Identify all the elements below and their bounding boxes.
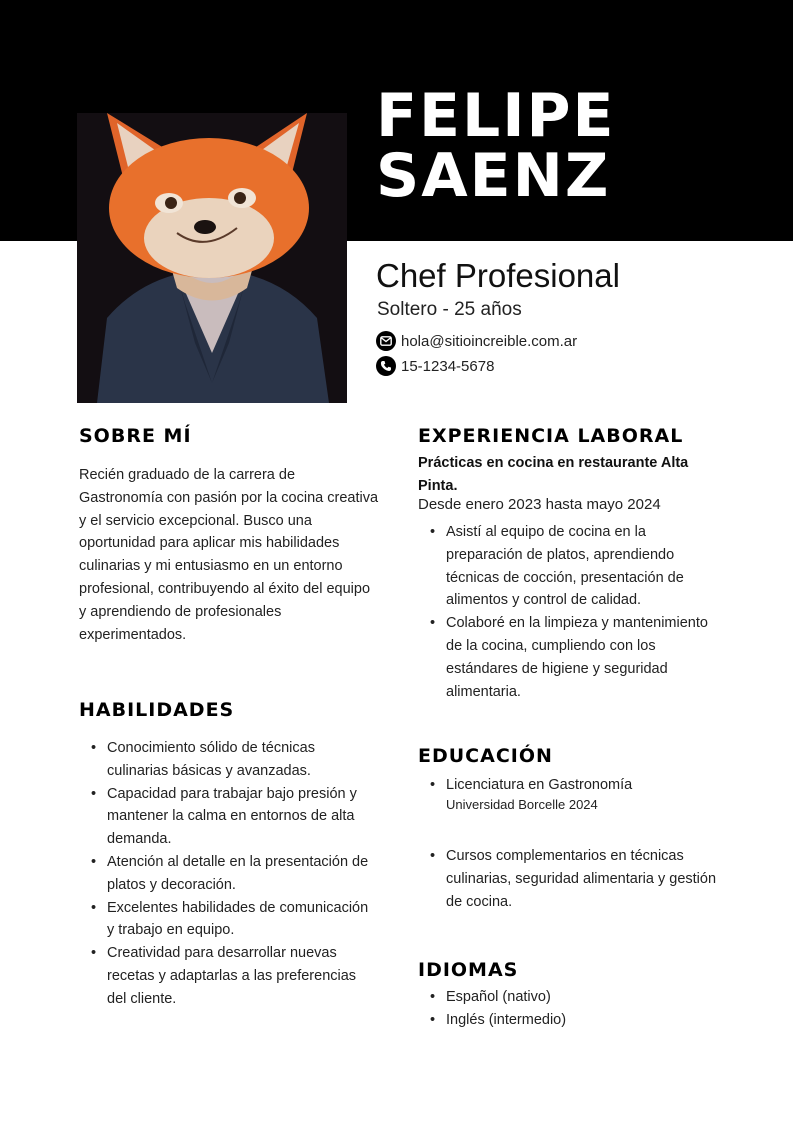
job-dates: Desde enero 2023 hasta mayo 2024 (418, 496, 661, 513)
about-title: SOBRE MÍ (79, 425, 192, 447)
education-institution: Universidad Borcelle 2024 (446, 796, 598, 812)
job-title: Prácticas en cocina en restaurante Alta Pinta. (418, 455, 689, 494)
list-item: • Creatividad para desarrollar nuevas recetas y adaptarlas a las preferencias del cliente. (79, 942, 379, 1010)
list-item: • Español (nativo) (418, 986, 718, 1009)
languages-list (418, 986, 718, 1032)
courses-list (418, 845, 718, 913)
job-role: Chef Profesional (376, 257, 620, 294)
languages-title: IDIOMAS (418, 959, 519, 981)
profile-photo (77, 113, 347, 403)
list-item: • Atención al detalle en la presentación de platos y decoración. (79, 851, 379, 897)
education-degree: Licenciatura en Gastronomía (446, 777, 633, 793)
experience-title: EXPERIENCIA LABORAL (418, 425, 684, 447)
phone-text: 15-1234-5678 (401, 357, 495, 375)
fox-portrait-icon (77, 113, 347, 403)
contact-email[interactable] (376, 331, 577, 351)
skills-list (79, 737, 379, 1011)
contact-phone[interactable] (376, 356, 494, 376)
education-list (418, 774, 718, 813)
phone-icon (376, 356, 396, 376)
first-name: FELIPE (376, 81, 616, 151)
list-item: • Excelentes habilidades de comunicación y trabajo en equipo. (79, 897, 379, 943)
list-item: • Conocimiento sólido de técnicas culinarias básicas y avanzadas. (79, 737, 379, 783)
email-text[interactable]: hola@sitioincreible.com.ar (401, 332, 578, 350)
list-item: • Cursos complementarios en técnicas culinarias, seguridad alimentaria y gestión de cocina. (418, 845, 718, 913)
personal-status: Soltero - 25 años (377, 299, 522, 320)
about-text: Recién graduado de la carrera de Gastronomía con pasión por la cocina creativa y el servicio excepcional. Busco una oportunidad para aplicar mis habilidades culinarias y mi entusiasmo en un entorno profesional, contribuyendo al éxito del equipo y aprendiendo de profesionales experimentados. (79, 467, 379, 643)
list-item: • Colaboré en la limpieza y mantenimiento de la cocina, cumpliendo con los estándares de higiene y seguridad alimentaria. (418, 612, 718, 703)
envelope-icon (376, 331, 396, 351)
last-name: SAENZ (376, 141, 611, 211)
list-item (418, 774, 718, 813)
experience-list (418, 521, 718, 703)
education-title: EDUCACIÓN (418, 745, 553, 767)
skills-title: HABILIDADES (79, 699, 235, 721)
candidate-name (376, 81, 616, 211)
list-item: • Asistí al equipo de cocina en la preparación de platos, aprendiendo técnicas de cocción, presentación de alimentos y control de calidad. (418, 521, 718, 612)
list-item: • Inglés (intermedio) (418, 1009, 718, 1032)
list-item: • Capacidad para trabajar bajo presión y mantener la calma en entornos de alta demanda. (79, 783, 379, 851)
